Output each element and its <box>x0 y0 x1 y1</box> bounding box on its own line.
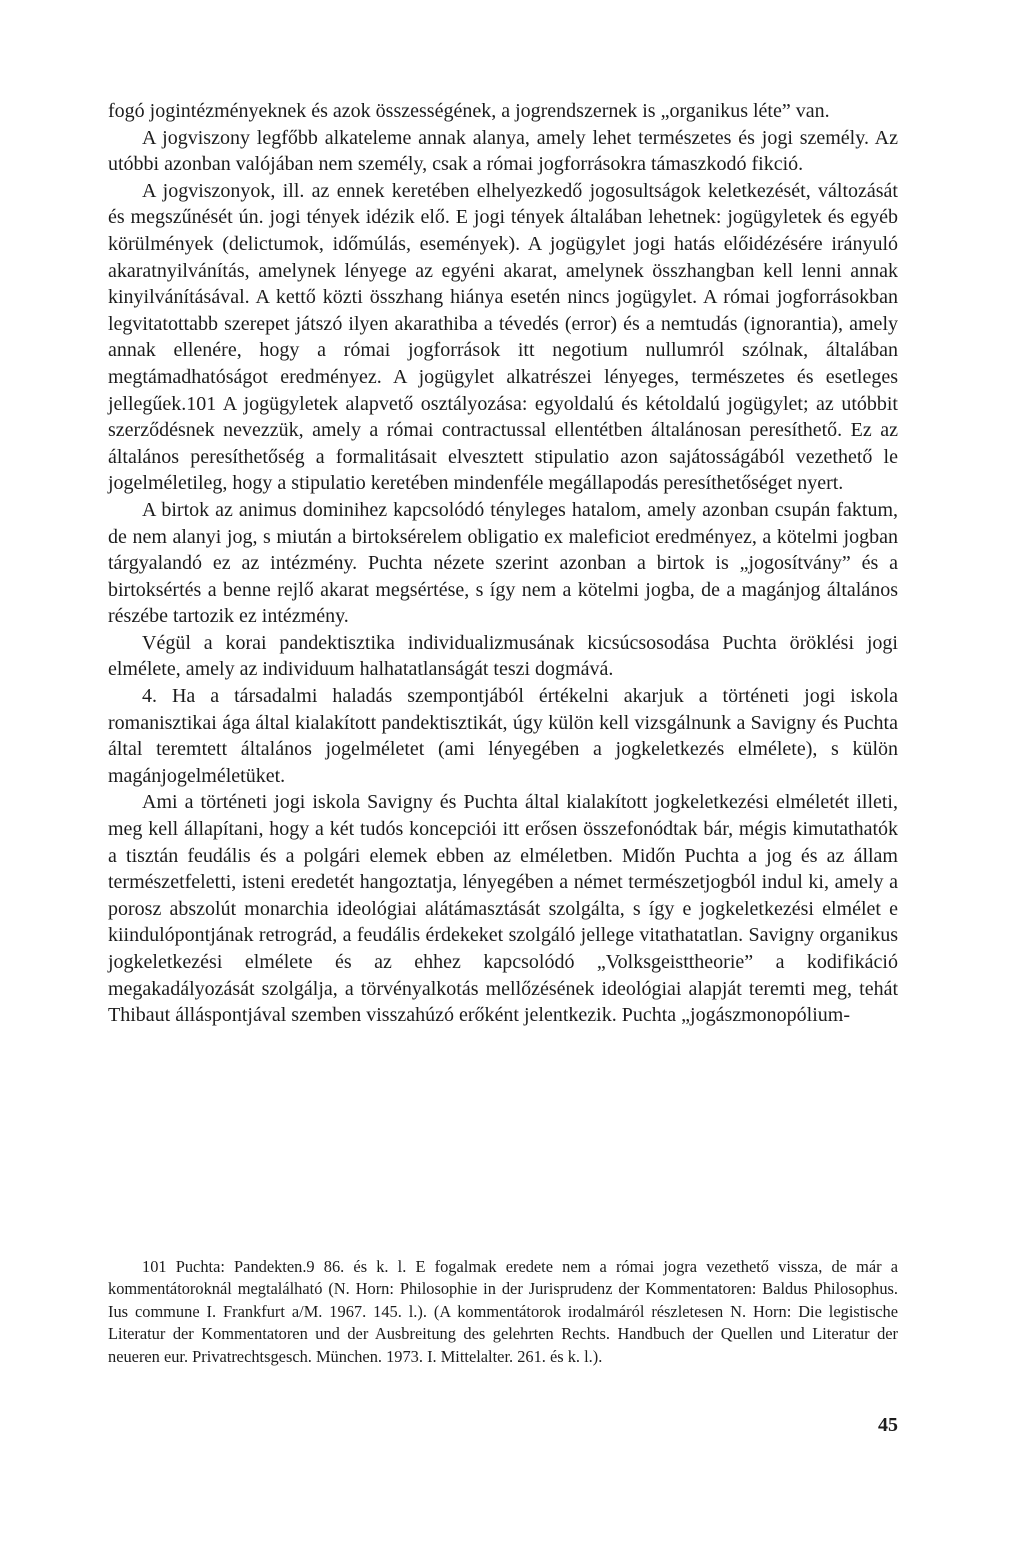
page-body <box>108 98 898 1029</box>
paragraph: Végül a korai pandektisztika individualizmusának kicsúcsosodása Puchta öröklési jogi elmélete, amely az individuum halhatatlanságát teszi dogmává. <box>108 631 898 681</box>
paragraph: A jogviszony legfőbb alkateleme annak alanya, amely lehet természetes és jogi személy. Az utóbbi azonban valójában nem személy, csak a római jogforrásokra támaszkodó fikció. <box>108 126 898 176</box>
paragraph: 4. Ha a társadalmi haladás szempontjából értékelni akarjuk a történeti jogi iskola romanisztikai ága által kialakított pandektisztikát, úgy külön kell vizsgálnunk a Savigny és Puchta által teremtett általános jogelméletet (ami lényegében a jogkeletkezés elmélete), s külön magánjogelméletüket. <box>108 685 898 787</box>
paragraph: fogó jogintézményeknek és azok összességének, a jogrendszernek is „organikus léte” van. <box>108 100 830 122</box>
paragraph: Ami a történeti jogi iskola Savigny és Puchta által kialakított jogkeletkezési elméletét illeti, meg kell állapítani, hogy a két tudós koncepciói itt erősen összefonódtak bár, mégis kimutathatók a tisztán feudális és a polgári elemek ebben az elméletben. Midőn Puchta a jog és az állam természetfeletti, isteni eredetét hangoztatja, lényegében a német természetjogból indul ki, amely a porosz abszolút monarchia ideológiai alátámasztását szolgálta, s így e jogkeletkezési elmélet e kiindulópontjának retrográd, a feudális érdekeket szolgáló jellege vitathatatlan. Savigny organikus jogkeletkezési elmélete és az ehhez kapcsolódó „Volksgeisttheorie” a kodifikáció megakadályozását szolgálja, a törvényalkotás mellőzésének ideológiai alapját teremti meg, tehát Thibaut álláspontjával szemben visszahúzó erőként jelentkezik. Puchta „jogászmonopólium- <box>108 791 898 1027</box>
page-number: 45 <box>878 1414 898 1436</box>
main-text <box>108 98 898 1029</box>
footnote-101: 101 Puchta: Pandekten.9 86. és k. l. E fogalmak eredete nem a római jogra vezethető vissza, de már a kommentátoroknál megtalálható (N. Horn: Philosophie in der Jurisprudenz der Kommentatoren: Baldus Philosophus. Ius commune I. Frankfurt a/M. 1967. 145. l.). (A kommentátorok irodalmáról részletesen N. Horn: Die legistische Literatur der Kommentatoren und der Ausbreitung des gelehrten Rechts. Handbuch der Quellen und Literatur der neueren eur. Privatrechtsgesch. München. 1973. I. Mittelalter. 261. és k. l.). <box>108 1257 898 1366</box>
paragraph: A jogviszonyok, ill. az ennek keretében elhelyezkedő jogosultságok keletkezését, változását és megszűnését ún. jogi tények idézik elő. E jogi tények általában lehetnek: jogügyletek és egyéb körülmények (delictumok, időmúlás, események). A jogügylet jogi hatás előidézésére irányuló akaratnyilvánítás, amelynek lényege az egyéni akarat, amelynek összhangban kell lenni annak kinyilvánításával. A kettő közti összhang hiánya esetén nincs jogügylet. A római jogforrásokban legvitatottabb szerepet játszó ilyen akarathiba a tévedés (error) és a nemtudás (ignorantia), amely annak ellenére, hogy a római jogforrások itt negotium nullumról szólnak, általában megtámadhatóságot eredményez. A jogügylet alkatrészei lényeges, természetes és esetleges jellegűek.101 A jogügyletek alapvető osztályozása: egyoldalú és kétoldalú jogügylet; az utóbbit szerződésnek nevezzük, amely a római contractussal ellentétben általánosan peresíthető. Ez az általános peresíthetőség a formalitásait elvesztett stipulatio azon sajátosságából vezethető le jogelméletileg, hogy a stipulatio keretében mindenféle megállapodás peresíthetőséget nyert. <box>108 179 898 495</box>
paragraph: A birtok az animus dominihez kapcsolódó tényleges hatalom, amely azonban csupán faktum, de nem alanyi jog, s miután a birtoksérelem obligatio ex maleficiot eredményez, a kötelmi jogban tárgyalandó ez az intézmény. Puchta nézete szerint azonban a birtok is „jogosítvány” és a birtoksértés a benne rejlő akarat megsértése, s így nem a kötelmi jogba, de a magánjog általános részébe tartozik ez intézmény. <box>108 498 898 628</box>
footnotes <box>108 1256 898 1368</box>
